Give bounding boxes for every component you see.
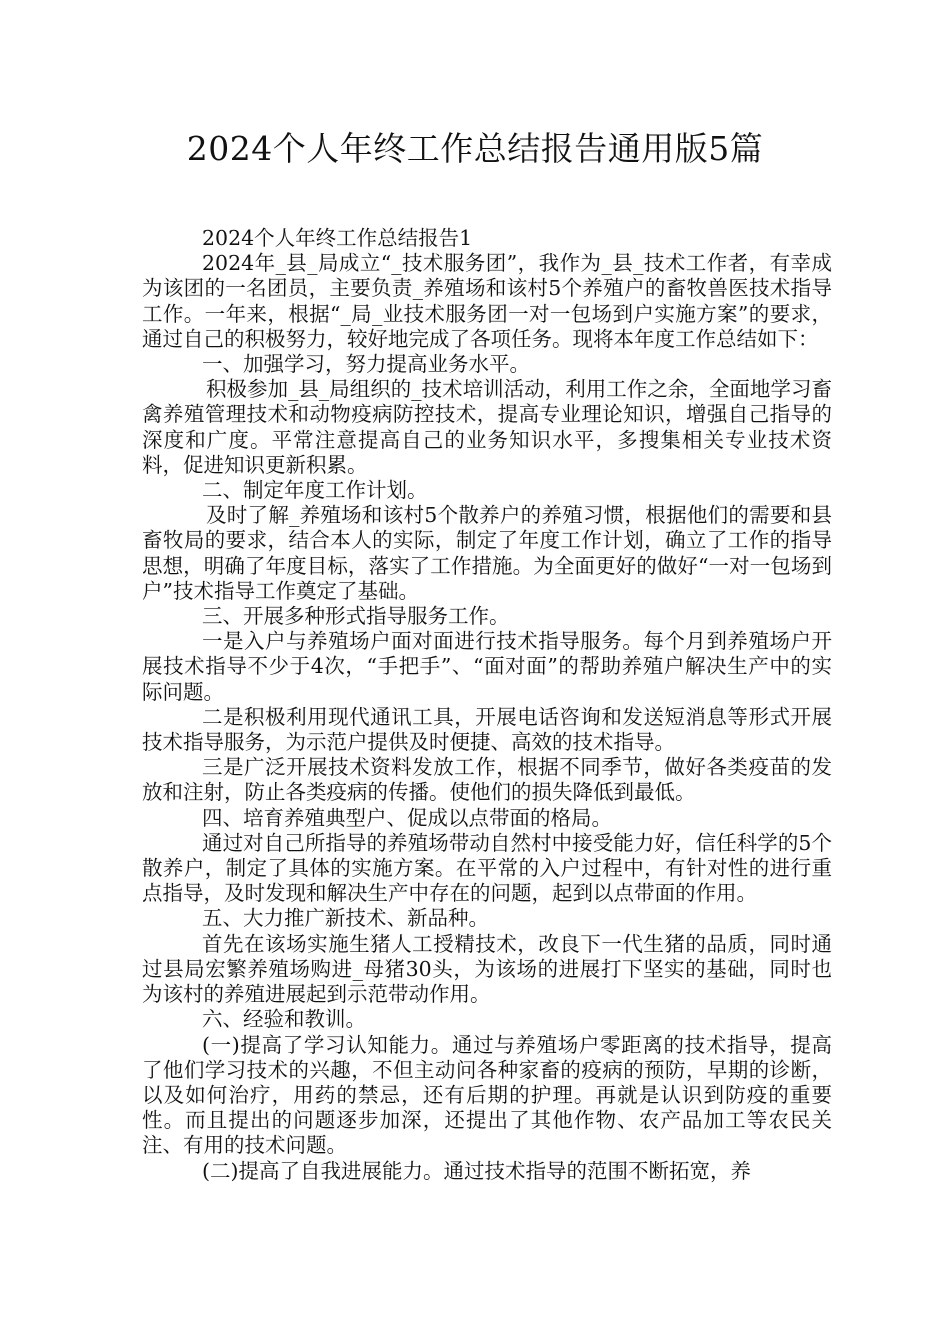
document-title: 2024个人年终工作总结报告通用版5篇 <box>186 129 764 168</box>
paragraph: 一是入户与养殖场户面对面进行技术指导服务。每个月到养殖场户开展技术指导不少于4次，“手把手”、“面对面”的帮助养殖户解决生产中的实际问题。 <box>142 629 832 704</box>
section-heading: 一、加强学习，努力提高业务水平。 <box>202 352 530 377</box>
section-heading: 六、经验和教训。 <box>202 1007 366 1032</box>
paragraph: (一)提高了学习认知能力。通过与养殖场户零距离的技术指导，提高了他们学习技术的兴趣，不但主动问各种家畜的疫病的预防，早期的诊断，以及如何治疗，用药的禁忌，还有后期的护理。再就是认识到防疫的重要性。而且提出的问题逐步加深，还提出了其他作物、农产品加工等农民关注、有用的技术问题。 <box>142 1032 832 1158</box>
section-heading: 三、开展多种形式指导服务工作。 <box>202 604 510 629</box>
paragraph: 积极参加_县_局组织的_技术培训活动，利用工作之余，全面地学习畜禽养殖管理技术和动物疫病防控技术，提高专业理论知识，增强自己指导的深度和广度。平常注意提高自己的业务知识水平，多搜集相关专业技术资料，促进知识更新积累。 <box>142 377 832 477</box>
paragraph: 2024年_县_局成立“_技术服务团”，我作为_县_技术工作者，有幸成为该团的一名团员，主要负责_养殖场和该村5个养殖户的畜牧兽医技术指导工作。一年来，根据“_局_业技术服务团一对一包场到户实施方案”的要求，通过自己的积极努力，较好地完成了各项任务。现将本年度工作总结如下： <box>142 251 832 351</box>
document-body <box>142 226 832 1184</box>
section-heading: 五、大力推广新技术、新品种。 <box>202 906 489 931</box>
paragraph: 首先在该场实施生猪人工授精技术，改良下一代生猪的品质，同时通过县局宏繁养殖场购进_母猪30头，为该场的进展打下坚实的基础，同时也为该村的养殖进展起到示范带动作用。 <box>142 931 832 1007</box>
paragraph: 三是广泛开展技术资料发放工作，根据不同季节，做好各类疫苗的发放和注射，防止各类疫病的传播。使他们的损失降低到最低。 <box>142 755 832 805</box>
section-heading: 二、制定年度工作计划。 <box>202 478 428 503</box>
paragraph: 通过对自己所指导的养殖场带动自然村中接受能力好，信任科学的5个散养户，制定了具体的实施方案。在平常的入户过程中，有针对性的进行重点指导，及时发现和解决生产中存在的问题，起到以点带面的作用。 <box>142 830 832 906</box>
paragraph: 及时了解_养殖场和该村5个散养户的养殖习惯，根据他们的需要和县畜牧局的要求，结合本人的实际，制定了年度工作计划，确立了工作的指导思想，明确了年度目标，落实了工作措施。为全面更好的做好“一对一包场到户”技术指导工作奠定了基础。 <box>142 503 832 603</box>
paragraph: 二是积极利用现代通讯工具，开展电话咨询和发送短消息等形式开展技术指导服务，为示范户提供及时便捷、高效的技术指导。 <box>142 704 832 755</box>
section-heading: 2024个人年终工作总结报告1 <box>202 226 473 250</box>
section-heading: 四、培育养殖典型户、促成以点带面的格局。 <box>202 805 612 830</box>
paragraph: (二)提高了自我进展能力。通过技术指导的范围不断拓宽，养 <box>202 1158 751 1183</box>
